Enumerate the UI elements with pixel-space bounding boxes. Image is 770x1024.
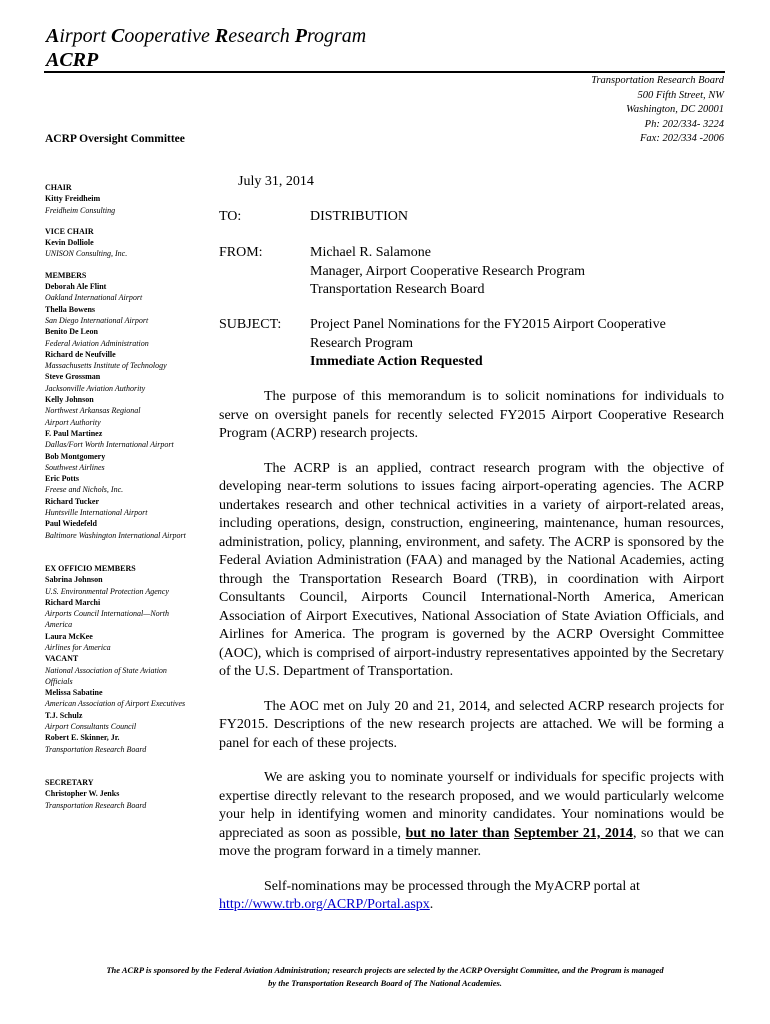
member-org: Dallas/Fort Worth International Airport: [45, 440, 174, 450]
from-org: Transportation Research Board: [310, 282, 485, 297]
member-name: Melissa Sabatine: [45, 688, 103, 698]
subject-line: Research Program: [310, 335, 414, 351]
subject-label: SUBJECT:: [219, 317, 282, 332]
member-org: Massachusetts Institute of Technology: [45, 361, 167, 371]
deadline-date: September 21, 2014: [513, 825, 633, 841]
memo-body: [219, 388, 724, 931]
member-name: F. Paul Martinez: [45, 428, 103, 438]
member-org: Freidheim Consulting: [45, 205, 116, 215]
chair-section: [45, 182, 215, 216]
footer-note: [30, 964, 740, 989]
secretary-section: [45, 777, 215, 811]
member-org: Northwest Arkansas Regional Airport Authority: [45, 406, 141, 427]
vice-chair-section: [45, 226, 215, 260]
member-name: Thella Bowens: [45, 304, 96, 314]
member-org: UNISON Consulting, Inc.: [45, 249, 128, 259]
member-name: Bob Montgomery: [45, 451, 106, 461]
paragraph: We are asking you to nominate yourself or individuals for specific projects with expertise directly relevant to the research proposed, and we would particularly welcome your help in identifying women and minority candidates. Your nominations would be appreciated as soon as possible, but no later than September 21, 2014, so that we can move the program forward in a timely manner.: [219, 770, 724, 859]
paragraph: Self-nominations may be processed through the MyACRP portal at http://www.trb.org/ACRP/Portal.aspx.: [219, 878, 640, 912]
members-section: [45, 270, 215, 541]
member-org: Airlines for America: [45, 642, 111, 652]
member-name: Eric Potts: [45, 474, 79, 484]
address-line: Transportation Research Board: [591, 75, 724, 86]
to-label: TO:: [219, 209, 242, 224]
member-name: Robert E. Skinner, Jr.: [45, 733, 120, 743]
member-name: Sabrina Johnson: [45, 575, 103, 585]
committee-title: ACRP Oversight Committee: [45, 133, 185, 145]
section-heading: VICE CHAIR: [45, 226, 94, 236]
member-org: Jacksonville Aviation Authority: [45, 383, 146, 393]
member-org: Huntsville International Airport: [45, 508, 148, 518]
memo-date: July 31, 2014: [238, 174, 314, 189]
paragraph: The AOC met on July 20 and 21, 2014, and selected ACRP research projects for FY2015. Descriptions of the new research projects are attached. We will be forming a panel for each of these projects.: [219, 698, 724, 751]
section-heading: MEMBERS: [45, 270, 87, 280]
from-block: [310, 244, 585, 300]
subject-action: Immediate Action Requested: [310, 354, 483, 369]
member-org: National Association of State Aviation Officials: [45, 665, 167, 686]
address-line: 500 Fifth Street, NW: [637, 89, 724, 101]
member-org: Transportation Research Board: [45, 744, 147, 754]
member-org: U.S. Environmental Protection Agency: [45, 586, 169, 596]
from-title: Manager, Airport Cooperative Research Program: [310, 263, 586, 279]
member-name: Paul Wiedefeld: [45, 519, 97, 529]
program-acronym: ACRP: [46, 49, 99, 71]
member-org: Baltimore Washington International Airport: [45, 530, 186, 540]
phone-line: Ph: 202/334- 3224: [644, 118, 724, 130]
from-label: FROM:: [219, 245, 263, 260]
member-name: T.J. Schulz: [45, 710, 83, 720]
subject-line: Project Panel Nominations for the FY2015 Airport Cooperative: [310, 317, 666, 332]
member-org: Freese and Nichols, Inc.: [45, 485, 124, 495]
member-name: Richard de Neufville: [45, 349, 116, 359]
header-divider: [44, 71, 725, 73]
trb-address: [591, 74, 724, 147]
member-org: San Diego International Airport: [45, 315, 149, 325]
program-title: Airport Cooperative Research Program: [46, 25, 367, 47]
fax-line: Fax: 202/334 -2006: [640, 133, 724, 144]
paragraph: The ACRP is an applied, contract research program with the objective of developing near-term solutions to issues facing airport-operating agencies. The ACRP undertakes research and other technical activities in a variety of airport-related areas, including operations, design, construction, engineering, maintenance, human resources, administration, policy, planning, environment, and safety. The ACRP is sponsored by the Federal Aviation Administration (FAA) and managed by the National Academies, acting through the Transportation Research Board (TRB), in coordination with Airport Consultants Council, Airports Council International-North America, American Association of Airport Executives, National Association of State Aviation Officials, and Airlines for America. The program is governed by the ACRP Oversight Committee (AOC), which is comprised of airport-industry representatives appointed by the Secretary of the U.S. Department of Transportation.: [219, 460, 724, 679]
member-name: Laura McKee: [45, 631, 93, 641]
member-org: Oakland International Airport: [45, 293, 143, 303]
member-org: Transportation Research Board: [45, 800, 147, 810]
member-org: Federal Aviation Administration: [45, 338, 149, 348]
member-name: Richard Marchi: [45, 597, 101, 607]
member-name: Deborah Ale Flint: [45, 282, 107, 292]
member-name: Benito De Leon: [45, 327, 98, 337]
to-value: DISTRIBUTION: [310, 209, 408, 224]
subject-block: [310, 316, 666, 372]
footer-line: The ACRP is sponsored by the Federal Aviation Administration; research projects are selected by the ACRP Oversight Committee, and the Program is managed: [106, 965, 664, 975]
section-heading: CHAIR: [45, 183, 72, 192]
ex-officio-section: [45, 563, 215, 755]
section-heading: EX OFFICIO MEMBERS: [45, 563, 136, 573]
portal-link[interactable]: http://www.trb.org/ACRP/Portal.aspx: [219, 897, 430, 912]
section-heading: SECRETARY: [45, 777, 94, 787]
member-name: Kelly Johnson: [45, 395, 94, 405]
member-name: Richard Tucker: [45, 496, 100, 506]
from-name: Michael R. Salamone: [310, 245, 431, 260]
member-org: Airport Consultants Council: [45, 722, 137, 732]
deadline-text: but no later than: [405, 825, 510, 841]
member-name: Christopher W. Jenks: [45, 789, 120, 799]
committee-roster: [45, 182, 215, 811]
member-name: Kitty Freidheim: [45, 194, 101, 204]
member-org: Airports Council International—North America: [45, 609, 170, 630]
address-line: Washington, DC 20001: [626, 104, 724, 115]
member-name: Kevin Dolliole: [45, 238, 94, 248]
member-org: American Association of Airport Executives: [45, 699, 186, 709]
member-org: Southwest Airlines: [45, 462, 105, 472]
member-name: VACANT: [45, 654, 79, 664]
member-name: Steve Grossman: [45, 372, 101, 382]
footer-line: by the Transportation Research Board of The National Academies.: [268, 977, 502, 988]
paragraph: The purpose of this memorandum is to solicit nominations for individuals to serve on oversight panels for recently selected FY2015 Airport Cooperative Research Program (ACRP) research projects.: [219, 389, 724, 441]
